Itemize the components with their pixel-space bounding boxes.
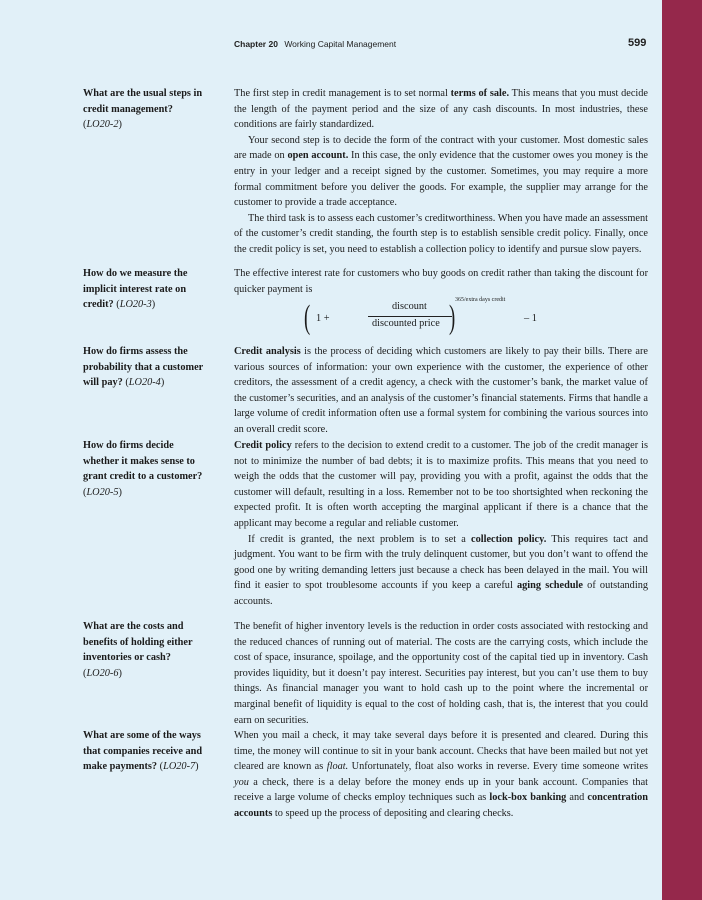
key-term-italic: float. (326, 761, 349, 773)
margin-question-inventories-cash: What are the costs and benefits of holding either inventories or cash? (LO20-6) (83, 621, 193, 679)
margin-question-credit-management: What are the usual steps in credit management? (LO20-2) (83, 88, 203, 131)
answer-credit-policy: Credit policy refers to the decision to extend credit to a customer. The job of the credit manager is not to minimize the number of bad debts; it is to maximize profits. This means that you need to weigh the odds that the customer will pay, providing you with a profit, against the odds that the customer will default, resulting in a loss. Remember not to be too shortsighted when reckoning the expected profit. It is often worth accepting the marginal applicant if there is a chance that the applicant may become a regular and reliable customer. If credit is granted, the next problem is to set a collection policy. This requires tact and judgment. You want to be firm with the truly delinquent customer, but you don’t want to offend the good one by writing demanding letters just because a check has been delayed in the mail. You will find it easier to spot troublesome accounts if you keep a careful aging schedule of outstanding accounts. (234, 440, 649, 607)
answer-credit-analysis: Credit analysis is the process of deciding which customers are likely to pay their bills. There are various sources of information: your own experience with the customer, the experience of other creditors, the assessment of a credit agency, a check with the customer’s bank, the market value of the customer’s securities, and an analysis of the customer’s financial statements. Firms that handle a large volume of credit information often use a formal system for combining the various sources into an overall credit score. (234, 346, 648, 435)
open-paren: ( (304, 299, 311, 336)
margin-question-implicit-interest: How do we measure the implicit interest rate on credit? (LO20-3) (83, 268, 188, 311)
effective-rate-formula (302, 297, 622, 337)
margin-question-payments: What are some of the ways that companies receive and make payments? (LO20-7) (83, 730, 203, 773)
running-header (0, 39, 662, 55)
margin-question-credit-policy: How do firms decide whether it makes sense to grant credit to a customer? (LO20-5) (83, 440, 203, 498)
key-term: concentration accounts (234, 792, 648, 819)
answer-inventories-cash: The benefit of higher inventory levels is the reduction in order costs associated with restocking and the reduced chances of running out of material. The costs are the carrying costs, which include the cost of space, insurance, spoilage, and the opportunity cost of the capital tied up in inventory. Cash provides liquidity, but it doesn’t pay interest. Securities pay interest, but you can’t use them to buy things. As financial manager you want to hold cash up to the point where the incremental or marginal benefit of liquidity is equal to the cost of holding cash, that is, the interest that you could earn on securities. (234, 621, 648, 726)
answer-implicit-interest: The effective interest rate for customers who buy goods on credit rather than taking the discount for quicker payment is (234, 268, 648, 295)
formula-one-plus: 1 + (316, 313, 330, 324)
fraction-bar (368, 316, 452, 317)
answer-payments: When you mail a check, it may take several days before it is presented and cleared. During this time, the money will continue to sit in your bank account. Checks that have been mailed but not yet cleared are known as float. Unfortunately, float also works in reverse. Every time someone writes you a check, there is a delay before the money ends up in your bank account. Companies that receive a large volume of checks employ techniques such as lock-box banking and concentration accounts to speed up the process of depositing and clearing checks. (234, 730, 648, 819)
key-term: collection policy. (471, 533, 547, 545)
formula-numerator: discount (392, 301, 427, 312)
key-term: lock-box banking (489, 792, 567, 804)
margin-question-credit-analysis: How do firms assess the probability that a customer will pay? (LO20-4) (83, 346, 204, 389)
page-number: 599 (628, 37, 647, 49)
key-term: terms of sale. (450, 88, 510, 99)
emphasis: you (234, 776, 249, 788)
formula-denominator: discounted price (372, 318, 440, 329)
formula-exponent: 365/extra days credit (455, 297, 506, 303)
chapter-label: Chapter 20 Working Capital Management (234, 39, 397, 49)
answer-credit-management: The first step in credit management is to set normal terms of sale. This means that you must decide the length of the payment period and the size of any cash discounts. In most industries, these conditions are fairly standardized. Your second step is to decide the form of the contract with your customer. Most domestic sales are made on open account. In this case, the only evidence that the customer owes you money is the entry in your ledger and a receipt signed by the customer. Sometimes, you may require a more formal commitment before you deliver the goods. For example, the supplier may arrange for the customer to provide a trade acceptance. The third task is to assess each customer’s creditworthiness. When you have made an assessment of the customer’s credit standing, the fourth step is to establish sensible credit policy. Finally, once the credit policy is set, you need to establish a collection policy to identify and pursue slow payers. (234, 88, 648, 255)
formula-minus-one: – 1 (524, 313, 537, 324)
close-paren: ) (449, 299, 456, 336)
key-term: Credit analysis (234, 346, 301, 357)
key-term: Credit policy (234, 440, 292, 451)
key-term: open account. (287, 150, 349, 162)
chapter-color-tab (662, 0, 702, 900)
key-term: aging schedule (517, 580, 583, 592)
